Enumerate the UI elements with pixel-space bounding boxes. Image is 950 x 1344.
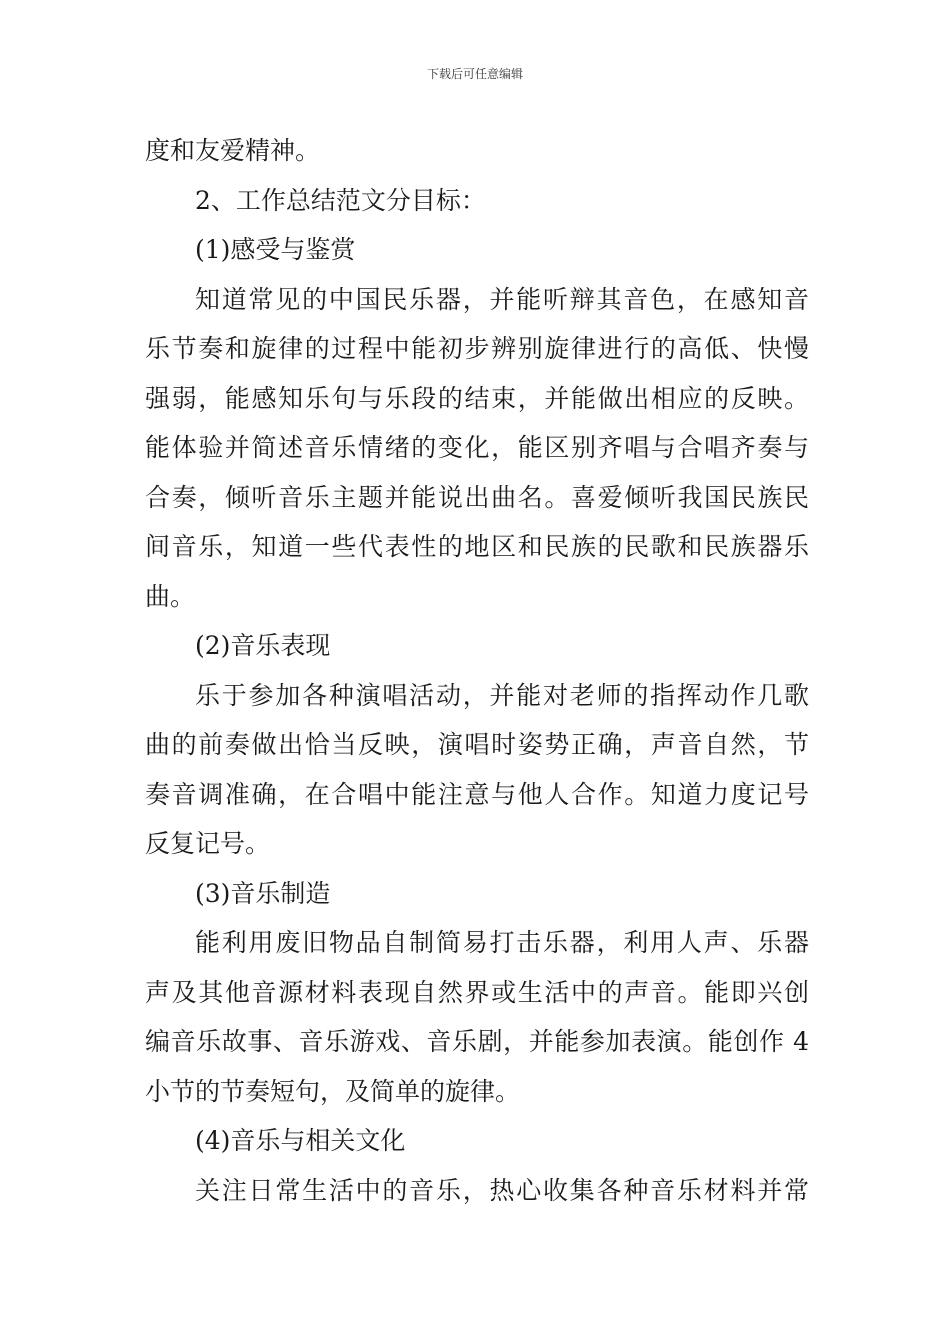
text-line: 间音乐，知道一些代表性的地区和民族的民歌和民族器乐 (145, 532, 809, 561)
text-line: 度和友爱精神。 (145, 136, 321, 165)
text-line: 反复记号。 (145, 829, 271, 858)
text-line: 曲的前奏做出恰当反映，演唱时姿势正确，声音自然，节 (145, 730, 809, 759)
text-line: (1)感受与鉴赏 (195, 235, 356, 264)
text-line: 强弱，能感知乐句与乐段的结束，并能做出相应的反映。 (145, 383, 809, 413)
text-line: 知道常见的中国民乐器，并能听辩其音色，在感知音 (195, 284, 809, 314)
document-body (145, 126, 809, 1215)
text-line: 关注日常生活中的音乐，热心收集各种音乐材料并常 (195, 1175, 809, 1205)
text-line: 小节的节奏短句，及简单的旋律。 (145, 1076, 521, 1106)
text-line: (2)音乐表现 (195, 631, 331, 660)
text-line: 能体验并简述音乐情绪的变化，能区别齐唱与合唱齐奏与 (145, 433, 809, 462)
text-line: 曲。 (145, 581, 196, 611)
text-line: 能利用废旧物品自制简易打击乐器，利用人声、乐器 (195, 928, 809, 957)
text-line: 奏音调准确，在合唱中能注意与他人合作。知道力度记号 (145, 779, 809, 809)
text-line: 乐于参加各种演唱活动，并能对老师的指挥动作几歌 (195, 680, 809, 710)
page-header: 下载后可任意编辑 (426, 67, 523, 81)
text-line: (3)音乐制造 (195, 878, 331, 908)
text-line: 声及其他音源材料表现自然界或生活中的声音。能即兴创 (145, 977, 809, 1007)
text-line: 2、工作总结范文分目标： (195, 185, 486, 215)
text-line: 乐节奏和旋律的过程中能初步辨别旋律进行的高低、快慢 (145, 334, 809, 363)
text-line: 合奏，倾听音乐主题并能说出曲名。喜爱倾听我国民族民 (145, 482, 809, 512)
text-line: (4)音乐与相关文化 (195, 1126, 406, 1155)
text-line: 编音乐故事、音乐游戏、音乐剧，并能参加表演。能创作 4 (145, 1027, 809, 1056)
